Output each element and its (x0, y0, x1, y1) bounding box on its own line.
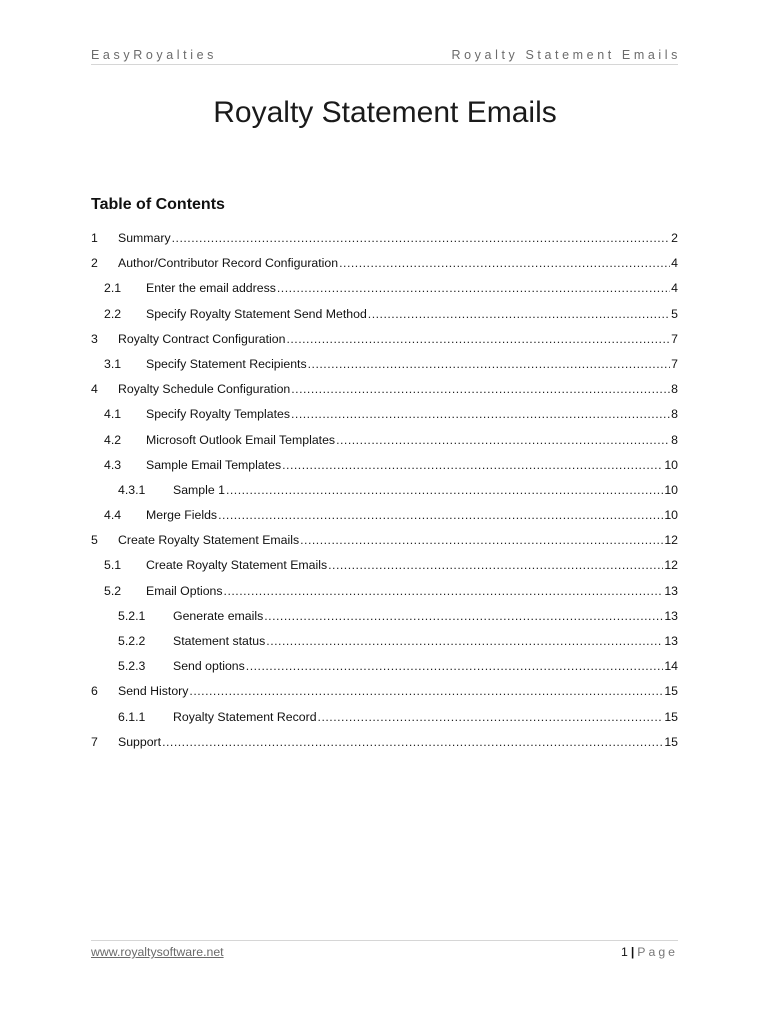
toc-entry[interactable] (91, 708, 678, 733)
toc-entry-title: Generate emails (173, 608, 264, 623)
toc-entry-page: 13 (664, 634, 678, 648)
footer-website-link[interactable]: www.royaltysoftware.net (91, 945, 224, 959)
toc-dot-leader (328, 556, 663, 574)
header-company-name: EasyRoyalties (91, 48, 217, 62)
toc-entry-title: Send options (173, 659, 245, 674)
toc-entry[interactable] (91, 657, 678, 682)
toc-entry[interactable] (91, 229, 678, 254)
toc-entry-title: Merge Fields (146, 508, 218, 523)
toc-entry-title: Enter the email address (146, 281, 276, 296)
toc-entry-page: 8 (671, 432, 678, 447)
toc-dot-leader (277, 279, 670, 297)
toc-entry-number: 5.2 (104, 583, 122, 598)
toc-dot-leader (308, 355, 671, 373)
toc-entry-title: Specify Royalty Templates (146, 407, 290, 422)
toc-entry-page: 4 (671, 256, 678, 271)
toc-entry-page: 12 (664, 558, 678, 573)
toc-dot-leader (226, 481, 663, 499)
footer-page-number: 1 (620, 945, 628, 959)
toc-entry[interactable] (91, 582, 678, 607)
toc-dot-leader (264, 607, 663, 625)
toc-entry-number: 2.1 (104, 281, 122, 296)
toc-entry-page: 2 (671, 231, 678, 245)
toc-entry-page: 4 (671, 281, 678, 296)
toc-dot-leader (286, 330, 670, 348)
toc-dot-leader (368, 305, 670, 323)
toc-dot-leader (224, 582, 664, 600)
toc-entry-title: Support (118, 734, 162, 749)
toc-entry[interactable] (91, 405, 678, 430)
toc-dot-leader (318, 708, 664, 726)
toc-entry-number: 4.1 (104, 407, 122, 422)
toc-entry-page: 14 (664, 659, 678, 674)
toc-entry[interactable] (91, 531, 678, 556)
document-title: Royalty Statement Emails (213, 96, 557, 129)
toc-entry-number: 4.4 (104, 508, 122, 523)
toc-entry-number: 4 (91, 382, 98, 397)
toc-dot-leader (189, 682, 663, 700)
toc-entry[interactable] (91, 682, 678, 707)
toc-entry-title: Specify Statement Recipients (146, 356, 307, 371)
toc-entry-title: Microsoft Outlook Email Templates (146, 432, 336, 447)
toc-entry-title: Royalty Statement Record (173, 709, 317, 724)
toc-entry[interactable] (91, 431, 678, 456)
toc-entry[interactable] (91, 456, 678, 481)
toc-entry-page: 13 (664, 608, 678, 623)
toc-entry-page: 15 (664, 709, 678, 724)
toc-entry[interactable] (91, 607, 678, 632)
toc-entry[interactable] (91, 380, 678, 405)
toc-dot-leader (291, 405, 670, 423)
page-footer (91, 940, 678, 971)
toc-entry-title: Send History (118, 684, 189, 699)
toc-dot-leader (162, 733, 663, 751)
toc-entry-title: Royalty Schedule Configuration (118, 382, 291, 397)
toc-entry-page: 8 (671, 382, 678, 397)
toc-entry-title: Author/Contributor Record Configuration (118, 256, 339, 271)
toc-entry-page: 15 (664, 734, 678, 749)
header-document-name: Royalty Statement Emails (451, 48, 681, 62)
toc-entry-number: 5 (91, 533, 98, 548)
toc-entry-number: 5.2.3 (118, 659, 146, 674)
toc-entry-page: 10 (664, 508, 678, 523)
toc-entry-number: 2.2 (104, 306, 122, 321)
toc-entry-number: 2 (91, 256, 98, 271)
toc-entry-number: 1 (91, 231, 98, 245)
page-header (91, 48, 681, 65)
table-of-contents (91, 229, 678, 758)
toc-entry-page: 12 (664, 533, 678, 548)
toc-entry-number: 4.2 (104, 432, 122, 447)
toc-entry-page: 7 (671, 356, 678, 371)
toc-entry[interactable] (91, 506, 678, 531)
toc-entry[interactable] (91, 330, 678, 355)
toc-dot-leader (266, 632, 663, 650)
toc-entry-page: 10 (664, 482, 678, 497)
toc-dot-leader (172, 229, 671, 247)
toc-entry-title: Sample Email Templates (146, 457, 282, 472)
toc-entry[interactable] (91, 481, 678, 506)
toc-entry-title: Sample 1 (173, 482, 225, 497)
toc-entry[interactable] (91, 733, 678, 758)
toc-entry-page: 10 (664, 457, 678, 472)
toc-dot-leader (282, 456, 663, 474)
toc-entry[interactable] (91, 556, 678, 581)
toc-entry-number: 6 (91, 684, 98, 699)
toc-entry-title: Summary (118, 231, 171, 245)
toc-dot-leader (300, 531, 663, 549)
toc-dot-leader (291, 380, 670, 398)
toc-entry-title: Specify Royalty Statement Send Method (146, 306, 367, 321)
toc-entry-title: Royalty Contract Configuration (118, 331, 286, 346)
toc-dot-leader (336, 431, 670, 449)
toc-entry-number: 6.1.1 (118, 709, 146, 724)
toc-entry-title: Email Options (146, 583, 223, 598)
footer-page-indicator (621, 945, 678, 959)
toc-entry[interactable] (91, 254, 678, 279)
toc-entry-title: Create Royalty Statement Emails (118, 533, 300, 548)
toc-entry-number: 7 (91, 734, 98, 749)
toc-entry-title: Statement status (173, 634, 266, 648)
toc-entry[interactable] (91, 279, 678, 304)
toc-entry-number: 4.3.1 (118, 482, 146, 497)
toc-entry[interactable] (91, 355, 678, 380)
toc-dot-leader (218, 506, 663, 524)
toc-entry-number: 5.1 (104, 558, 122, 573)
toc-entry-number: 3 (91, 331, 98, 346)
toc-entry-title: Create Royalty Statement Emails (146, 558, 328, 573)
toc-entry-number: 4.3 (104, 457, 122, 472)
toc-entry-page: 8 (671, 407, 678, 422)
toc-entry[interactable] (91, 632, 678, 657)
toc-entry-page: 13 (664, 583, 678, 598)
toc-entry-number: 3.1 (104, 356, 122, 371)
footer-page-label: Page (637, 945, 678, 959)
toc-dot-leader (246, 657, 664, 675)
toc-entry-page: 15 (664, 684, 678, 699)
toc-entry-number: 5.2.2 (118, 634, 146, 648)
toc-heading: Table of Contents (91, 196, 225, 213)
toc-entry-page: 5 (671, 306, 678, 321)
footer-separator: | (630, 945, 635, 959)
toc-entry-page: 7 (671, 331, 678, 346)
toc-entry[interactable] (91, 305, 678, 330)
toc-dot-leader (339, 254, 670, 272)
toc-entry-number: 5.2.1 (118, 608, 146, 623)
